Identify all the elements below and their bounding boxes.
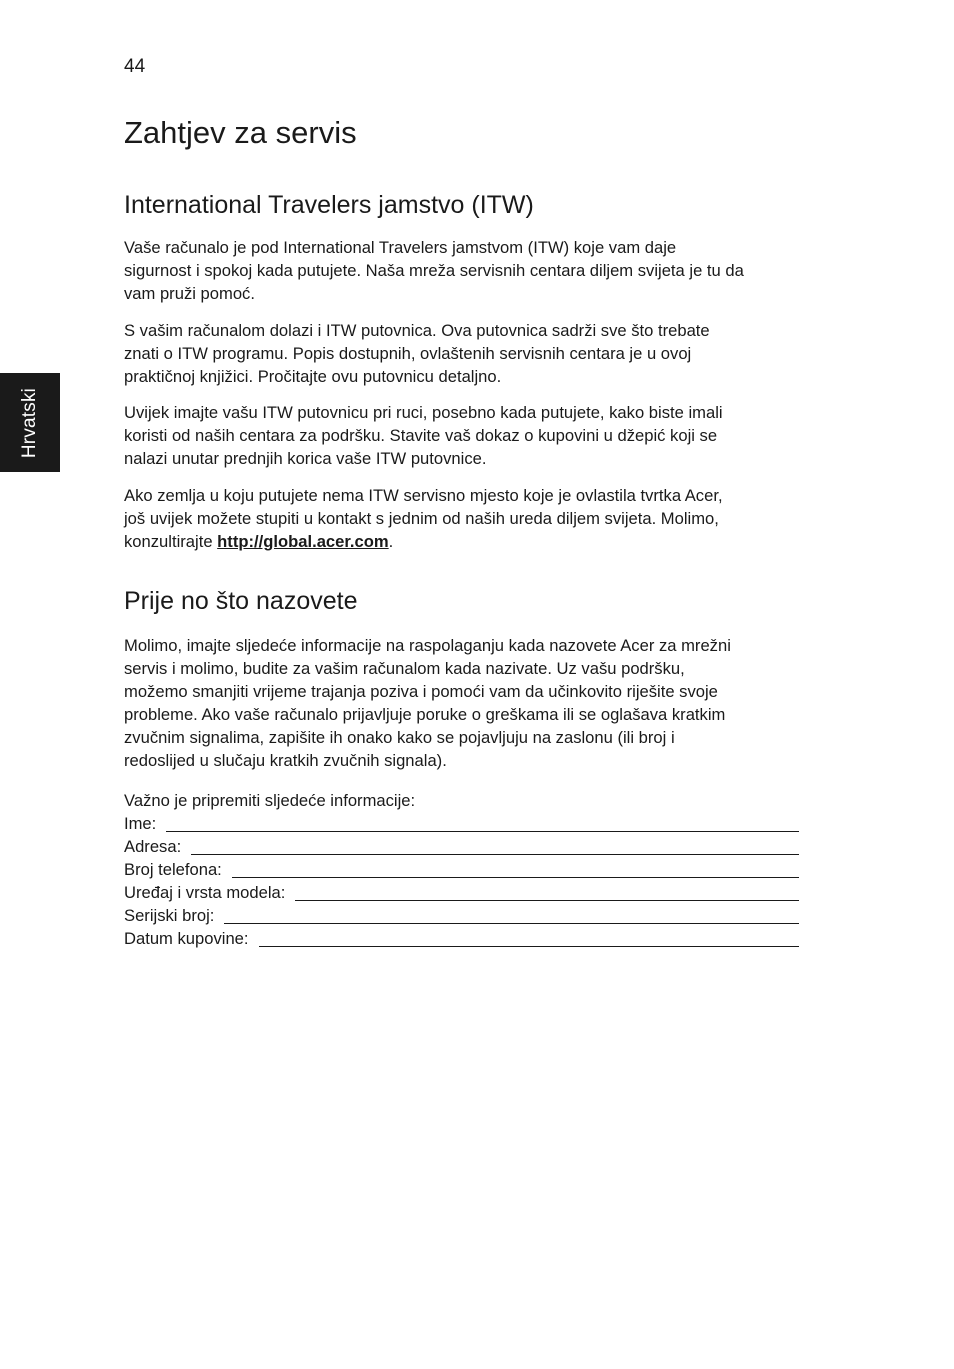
text-fragment: . xyxy=(388,532,394,551)
text-fragment: konzultirajte xyxy=(124,532,218,551)
text-line: S vašim računalom dolazi i ITW putovnica. Ova putovnica sadrži sve što trebate xyxy=(124,321,710,340)
form-label: Ime: xyxy=(124,814,157,833)
text-line: redoslijed u slučaju kratkih zvučnih signala). xyxy=(124,751,447,770)
text-line: probleme. Ako vaše računalo prijavljuje poruke o greškama ili se oglašava kratkim xyxy=(124,705,726,724)
itw-paragraph-2 xyxy=(124,319,814,388)
section-heading-before-calling: Prije no što nazovete xyxy=(124,587,358,615)
form-row-phone xyxy=(124,858,799,881)
form-fill-line xyxy=(166,831,799,832)
text-line xyxy=(124,530,814,553)
text-line: sigurnost i spokoj kada putujete. Naša mreža servisnih centara diljem svijeta je tu da xyxy=(124,261,744,280)
text-line: možemo smanjiti vrijeme trajanja poziva i pomoći vam da učinkovito riješite svoje xyxy=(124,682,718,701)
form-row-serial xyxy=(124,904,799,927)
text-line: zvučnim signalima, zapišite ih onako kako se pojavljuju na zaslonu (ili broj i xyxy=(124,728,675,747)
form-label: Adresa: xyxy=(124,837,182,856)
form-label: Broj telefona: xyxy=(124,860,222,879)
acer-global-link[interactable]: http://global.acer.com xyxy=(217,532,389,551)
form-fill-line xyxy=(232,877,799,878)
form-label: Uređaj i vrsta modela: xyxy=(124,883,286,902)
form-fill-line xyxy=(295,900,799,901)
form-fill-line xyxy=(191,854,799,855)
form-label: Serijski broj: xyxy=(124,906,215,925)
language-side-tab xyxy=(0,373,60,472)
form-intro: Važno je pripremiti sljedeće informacije: xyxy=(124,791,416,810)
before-calling-paragraph xyxy=(124,634,814,772)
text-line: Vaše računalo je pod International Travelers jamstvom (ITW) koje vam daje xyxy=(124,238,677,257)
form-row-name xyxy=(124,812,799,835)
itw-paragraph-1 xyxy=(124,236,814,305)
form-row-purchase-date xyxy=(124,927,799,950)
itw-paragraph-3 xyxy=(124,401,814,470)
text-line: praktičnoj knjižici. Pročitajte ovu putovnicu detaljno. xyxy=(124,367,502,386)
form-row-model xyxy=(124,881,799,904)
form-label: Datum kupovine: xyxy=(124,929,249,948)
text-line: nalazi unutar prednjih korica vaše ITW putovnice. xyxy=(124,449,487,468)
language-tab-label: Hrvatski xyxy=(19,387,40,459)
info-form xyxy=(124,789,799,950)
form-fill-line xyxy=(224,923,799,924)
itw-paragraph-4 xyxy=(124,484,814,553)
page-title: Zahtjev za servis xyxy=(124,115,357,150)
text-line: Molimo, imajte sljedeće informacije na raspolaganju kada nazovete Acer za mrežni xyxy=(124,636,731,655)
section-heading-itw: International Travelers jamstvo (ITW) xyxy=(124,191,534,219)
page-number: 44 xyxy=(124,56,146,77)
text-line: Ako zemlja u koju putujete nema ITW servisno mjesto koje je ovlastila tvrtka Acer, xyxy=(124,486,723,505)
text-line: vam pruži pomoć. xyxy=(124,284,255,303)
text-line: Uvijek imajte vašu ITW putovnicu pri ruci, posebno kada putujete, kako biste imali xyxy=(124,403,723,422)
text-line: još uvijek možete stupiti u kontakt s jednim od naših ureda diljem svijeta. Molimo, xyxy=(124,509,719,528)
text-line: koristi od naših centara za podršku. Stavite vaš dokaz o kupovini u džepić koji se xyxy=(124,426,718,445)
form-fill-line xyxy=(259,946,799,947)
text-line: znati o ITW programu. Popis dostupnih, ovlaštenih servisnih centara je u ovoj xyxy=(124,344,692,363)
text-line: servis i molimo, budite za vašim računalom kada nazivate. Uz vašu podršku, xyxy=(124,659,685,678)
form-row-address xyxy=(124,835,799,858)
